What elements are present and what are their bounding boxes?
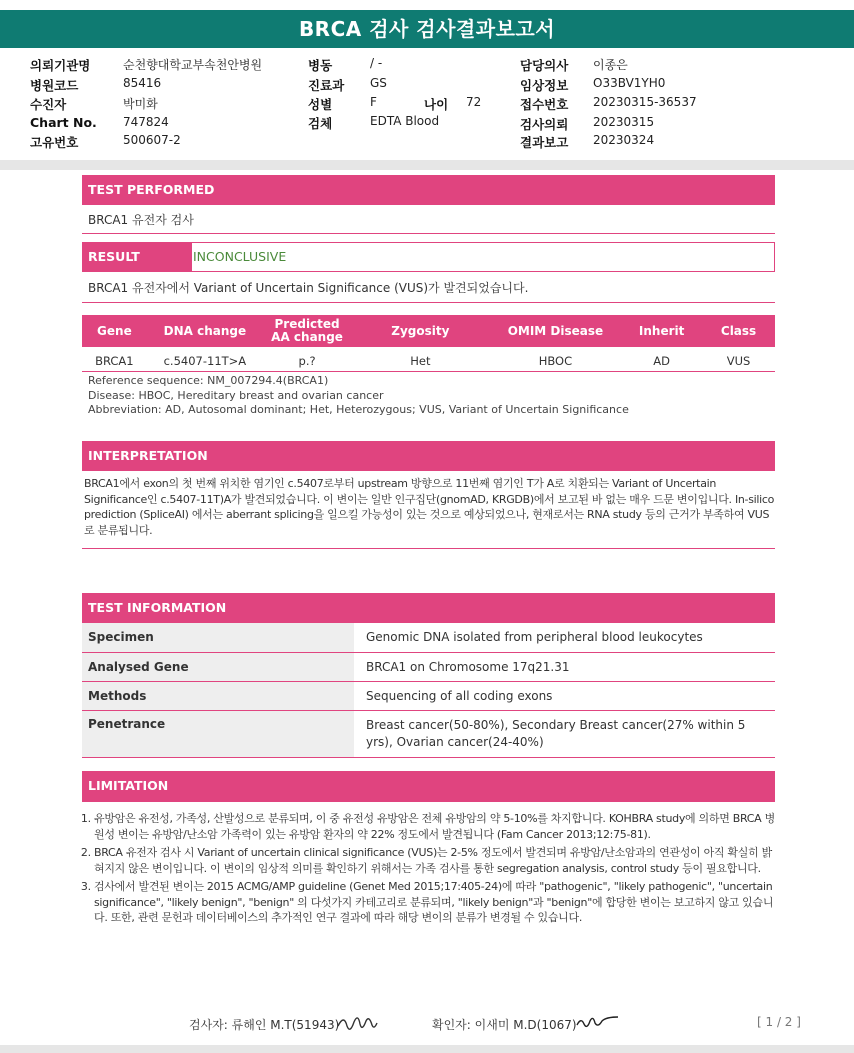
reference-sequence: Reference sequence: NM_007294.4(BRCA1) [88,374,329,387]
patient-info [0,52,854,160]
divider [82,548,775,549]
methods-value: Sequencing of all coding exons [354,681,775,710]
variant-table-section [82,315,775,375]
test-performed-section [82,175,775,233]
department-value: GS [370,76,387,90]
table-row [82,681,775,710]
doctor-label: 담당의사 [520,58,569,73]
hospital-code-value: 85416 [123,76,162,90]
chart-no-value: 747824 [123,115,169,129]
department-label: 진료과 [308,78,345,93]
examinee-value: 박미화 [123,97,158,111]
result-heading: RESULT [82,242,192,272]
divider [82,302,775,303]
penetrance-key: Penetrance [82,710,354,757]
test-performed-text: BRCA1 유전자 검사 [88,213,194,227]
examiner-signature-icon [335,1012,380,1034]
age-value: 72 [466,95,482,109]
confirmer [432,1016,577,1033]
request-date-value: 20230315 [593,115,655,129]
specimen-key: Specimen [82,623,354,652]
institution-label: 의뢰기관명 [30,58,91,73]
hospital-code-label: 병원코드 [30,78,79,93]
report-date-label: 결과보고 [520,135,569,150]
specimen-value: Genomic DNA isolated from peripheral blood leukocytes [354,623,775,652]
confirmer-signature-icon [575,1014,620,1030]
specimen-label: 검체 [308,116,333,131]
clinical-info-label: 임상정보 [520,78,569,93]
limitation-section [82,771,775,929]
limitation-list [82,801,775,926]
chart-no-label: Chart No. [30,115,97,130]
receipt-no-label: 접수번호 [520,97,569,112]
result-summary: BRCA1 유전자에서 Variant of Uncertain Significance (VUS)가 발견되었습니다. [88,281,529,295]
table-row [82,623,775,652]
test-info-section [82,593,775,758]
limitation-item: 1. 유방암은 유전성, 가족성, 산발성으로 분류되며, 이 중 유전성 유방암은 전체 유방암의 약 5-10%를 차지합니다. KOHBRA study에 의하면 BRCA 병원성 변이는 유방암/난소암 가족력이 있는 유방암 환자의 약 22% 정도에서 발견됩니다 (Fam Cancer 2013;12:75-81). [94,811,775,842]
limitation-item: 2. BRCA 유전자 검사 시 Variant of uncertain clinical significance (VUS)는 2-5% 정도에서 발견되며 유방암/난소암과의 연관성이 아직 확실히 밝혀지지 않은 변이입니다. 이 변이의 임상적 의미를 확인하기 위해서는 가족 검사를 통한 segregation analysis, control study 등이 필요합니다. [94,845,775,876]
cell-zygosity: Het [410,354,431,368]
col-class: Class [702,315,775,347]
table-row [82,652,775,681]
test-performed-heading: TEST PERFORMED [82,175,775,205]
page-indicator: [ 1 / 2 ] [757,1015,801,1029]
clinical-info-value: O33BV1YH0 [593,76,666,90]
col-predicted-aa: Predicted AA change [263,315,351,347]
ward-value: / - [370,56,383,70]
receipt-no-value: 20230315-36537 [593,95,697,109]
unique-no-value: 500607-2 [123,133,181,147]
confirmer-name: 이새미 M.D(1067) [474,1018,577,1032]
col-gene: Gene [82,315,147,347]
divider [82,371,775,372]
col-dna-change: DNA change [147,315,263,347]
sex-label: 성별 [308,97,333,112]
ward-label: 병동 [308,58,333,73]
cell-gene: BRCA1 [95,354,134,368]
test-info-heading: TEST INFORMATION [82,593,775,623]
doctor-value: 이종은 [593,58,628,72]
divider [82,233,775,234]
limitation-item: 3. 검사에서 발견된 변이는 2015 ACMG/AMP guideline (Genet Med 2015;17:405-24)에 따라 "pathogenic", "likely pathogenic", "uncertain significance", "likely benign", "benign" 의 다섯가지 카테고리로 분류되며, "likely benign"과 "benign"에 합당한 변이는 보고하지 않고 있습니다. 또한, 관련 문헌과 데이터베이스의 추가적인 연구 결과에 따라 해당 변이의 분류가 변경될 수 있습니다. [94,879,775,926]
bottom-bar [0,1045,854,1053]
interpretation-section [82,441,775,538]
analysed-gene-value: BRCA1 on Chromosome 17q21.31 [354,652,775,681]
methods-key: Methods [82,681,354,710]
col-omim: OMIM Disease [490,315,622,347]
report-title: BRCA 검사 검사결과보고서 [0,10,854,48]
penetrance-value: Breast cancer(50-80%), Secondary Breast cancer(27% within 5 yrs), Ovarian cancer(24-40%) [354,710,775,757]
cell-predicted-aa: p.? [298,354,316,368]
sex-value: F [370,95,377,109]
age-label: 나이 [424,97,449,112]
report-date-value: 20230324 [593,133,655,147]
unique-no-label: 고유번호 [30,135,79,150]
specimen-value: EDTA Blood [370,114,440,128]
references [82,374,775,418]
examiner [189,1016,339,1033]
examiner-label: 검사자: [189,1018,228,1032]
result-status: INCONCLUSIVE [193,249,287,264]
institution-value: 순천향대학교부속천안병원 [123,58,263,72]
abbreviation-line: Abbreviation: AD, Autosomal dominant; Het, Heterozygous; VUS, Variant of Uncertain Significance [88,403,629,416]
examiner-name: 류해인 M.T(51943) [231,1018,340,1032]
cell-inherit: AD [653,354,671,368]
disease-line: Disease: HBOC, Hereditary breast and ovarian cancer [88,388,384,402]
test-info-table [82,623,775,758]
col-zygosity: Zygosity [351,315,490,347]
table-row [82,710,775,757]
cell-dna-change: c.5407-11T>A [163,354,247,368]
cell-class: VUS [726,354,751,368]
analysed-gene-key: Analysed Gene [82,652,354,681]
cell-omim: HBOC [538,354,573,368]
col-inherit: Inherit [621,315,702,347]
header-divider [0,160,854,170]
result-section [82,242,775,272]
limitation-heading: LIMITATION [82,771,775,801]
interpretation-text: BRCA1에서 exon의 첫 번째 위치한 염기인 c.5407로부터 upstream 방향으로 11번째 염기인 T가 A로 치환되는 Variant of Uncertain Significance인 c.5407-11T)A가 발견되었습니다. 이 변이는 일반 인구집단(gnomAD, KRGDB)에서 보고된 바 없는 매우 드문 변이입니다. In-silico prediction (SpliceAI) 에서는 aberrant splicing을 일으킬 가능성이 있는 것으로 예상되었으나, 현재로서는 RNA study 등의 근거가 부족하여 VUS로 분류됩니다. [84,477,775,537]
variant-table [82,315,775,375]
request-date-label: 검사의뢰 [520,117,569,132]
divider [82,801,775,802]
confirmer-label: 확인자: [432,1018,471,1032]
interpretation-heading: INTERPRETATION [82,441,775,471]
examinee-label: 수진자 [30,97,67,112]
